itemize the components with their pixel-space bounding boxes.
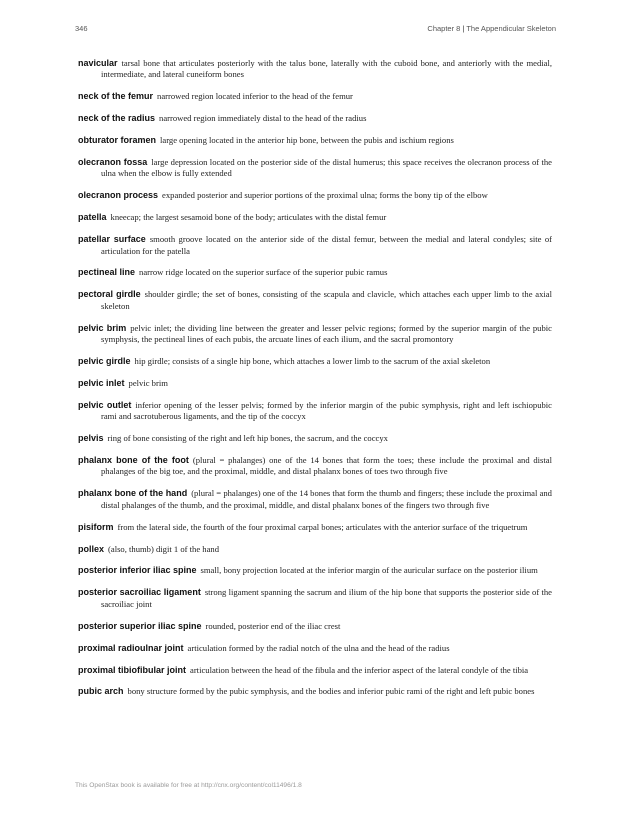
glossary-term: proximal tibiofibular joint — [78, 664, 186, 675]
glossary-definition: pelvic brim — [128, 377, 168, 388]
glossary-entry — [78, 686, 552, 697]
glossary-term: pollex — [78, 543, 105, 554]
glossary-term: pubic arch — [78, 686, 124, 697]
glossary-term: phalanx bone of the foot — [78, 455, 189, 466]
glossary-entry — [78, 135, 552, 146]
glossary-term: navicular — [78, 58, 118, 68]
glossary-entry — [78, 455, 552, 478]
glossary-definition: (plural = phalanges) one of the 14 bones that form the toes; these include the proximal and distal phalanges of the big toe, and the proximal, middle, and distal phalanx bones of toes two through five — [101, 455, 552, 477]
glossary-entry — [78, 587, 552, 610]
glossary-definition: pelvic inlet; the dividing line between the greater and lesser pelvic regions; formed by the superior margin of the pubic symphysis, the pectineal lines of each pubis, the arcuate lines of each ilium, and the sacral promontory — [101, 322, 552, 345]
glossary-term: pisiform — [78, 521, 114, 532]
glossary-definition: expanded posterior and superior portions of the proximal ulna; forms the bony tip of the elbow — [162, 190, 488, 201]
glossary-definition: tarsal bone that articulates posteriorly with the talus bone, laterally with the cuboid bone, and anteriorly with the medial, intermediate, and lateral cuneiform bones — [101, 58, 552, 80]
glossary-entry — [78, 234, 552, 257]
page-number: 346 — [75, 24, 88, 33]
glossary-entry — [78, 400, 552, 423]
glossary-term: pelvic outlet — [78, 399, 132, 410]
glossary-entry — [78, 378, 552, 389]
glossary-term: proximal radioulnar joint — [78, 642, 184, 653]
glossary-definition: smooth groove located on the anterior side of the distal femur, between the medial and lateral condyles; site of articulation for the patella — [101, 234, 552, 256]
glossary-term: pelvis — [78, 433, 104, 444]
glossary-entry — [78, 212, 552, 223]
chapter-title: The Appendicular Skeleton — [466, 24, 556, 33]
glossary-definition: ring of bone consisting of the right and left hip bones, the sacrum, and the coccyx — [107, 433, 388, 444]
glossary-definition: rounded, posterior end of the iliac crest — [205, 620, 341, 631]
running-title — [427, 24, 556, 33]
glossary-term: patellar surface — [78, 234, 146, 245]
chapter-label: Chapter 8 — [427, 24, 461, 33]
glossary-term: pelvic brim — [78, 322, 127, 333]
page-footer: This OpenStax book is available for free at http://cnx.org/content/col11496/1.8 — [75, 782, 302, 789]
glossary-definition: kneecap; the largest sesamoid bone of the body; articulates with the distal femur — [110, 212, 387, 223]
glossary-definition: articulation between the head of the fibula and the inferior aspect of the lateral condyle of the tibia — [190, 664, 529, 675]
glossary-entry — [78, 323, 552, 346]
glossary-term: patella — [78, 212, 107, 223]
glossary-entry — [78, 267, 552, 278]
glossary-definition: shoulder girdle; the set of bones, consisting of the scapula and clavicle, which attaches each upper limb to the axial skeleton — [101, 289, 553, 311]
glossary-definition: small, bony projection located at the inferior margin of the auricular surface on the posterior ilium — [200, 565, 538, 576]
glossary-entry — [78, 58, 552, 81]
glossary-entry — [78, 565, 552, 576]
glossary-term: neck of the radius — [78, 113, 156, 124]
glossary-term: pectineal line — [78, 267, 136, 278]
glossary-entry — [78, 643, 552, 654]
glossary-entry — [78, 544, 552, 555]
glossary-term: phalanx bone of the hand — [78, 488, 188, 499]
page-header — [75, 24, 556, 33]
glossary-entry — [78, 488, 552, 511]
glossary-term: posterior superior iliac spine — [78, 620, 202, 631]
glossary-term: posterior sacroiliac ligament — [78, 587, 201, 598]
glossary-entry — [78, 356, 552, 367]
glossary-term: neck of the femur — [78, 91, 154, 102]
glossary-entry — [78, 433, 552, 444]
glossary-entry — [78, 665, 552, 676]
glossary-term: pelvic inlet — [78, 377, 125, 388]
glossary-definition: narrowed region immediately distal to the head of the radius — [159, 113, 367, 124]
glossary-definition: inferior opening of the lesser pelvis; formed by the inferior margin of the pubic symphysis, right and left ischiopubic rami and sacrotuberous ligaments, and the tip of the coccyx — [101, 399, 552, 422]
glossary-definition: narrow ridge located on the superior surface of the superior pubic ramus — [139, 267, 388, 278]
glossary-list — [78, 58, 552, 708]
glossary-term: olecranon fossa — [78, 157, 148, 168]
glossary-definition: (plural = phalanges) one of the 14 bones that form the thumb and fingers; these include the proximal and distal phalanges of the thumb, and the proximal, middle, and distal phalanx bones of the fingers two through five — [101, 488, 552, 510]
glossary-entry — [78, 522, 552, 533]
glossary-definition: narrowed region located inferior to the head of the femur — [157, 91, 353, 102]
glossary-term: posterior inferior iliac spine — [78, 565, 197, 576]
glossary-definition: large depression located on the posterior side of the distal humerus; this space receives the olecranon process of the ulna when the elbow is fully extended — [101, 157, 552, 179]
glossary-entry — [78, 91, 552, 102]
glossary-definition: strong ligament spanning the sacrum and ilium of the hip bone that supports the posterior side of the sacroiliac joint — [101, 587, 552, 609]
glossary-entry — [78, 190, 552, 201]
glossary-entry — [78, 113, 552, 124]
glossary-entry — [78, 157, 552, 180]
glossary-entry — [78, 289, 552, 312]
glossary-definition: large opening located in the anterior hip bone, between the pubis and ischium regions — [160, 135, 454, 146]
glossary-term: olecranon process — [78, 190, 159, 201]
glossary-definition: articulation formed by the radial notch of the ulna and the head of the radius — [187, 642, 450, 653]
glossary-term: obturator foramen — [78, 135, 157, 146]
glossary-definition: from the lateral side, the fourth of the four proximal carpal bones; articulates with the anterior surface of the triquetrum — [117, 521, 528, 532]
glossary-term: pectoral girdle — [78, 289, 141, 300]
glossary-definition: bony structure formed by the pubic symphysis, and the bodies and inferior pubic rami of the right and left pubic bones — [127, 686, 535, 697]
glossary-definition: hip girdle; consists of a single hip bone, which attaches a lower limb to the sacrum of the axial skeleton — [134, 356, 491, 366]
glossary-entry — [78, 621, 552, 632]
glossary-term: pelvic girdle — [78, 356, 131, 366]
glossary-definition: (also, thumb) digit 1 of the hand — [108, 543, 220, 554]
chapter-separator: | — [462, 24, 465, 33]
